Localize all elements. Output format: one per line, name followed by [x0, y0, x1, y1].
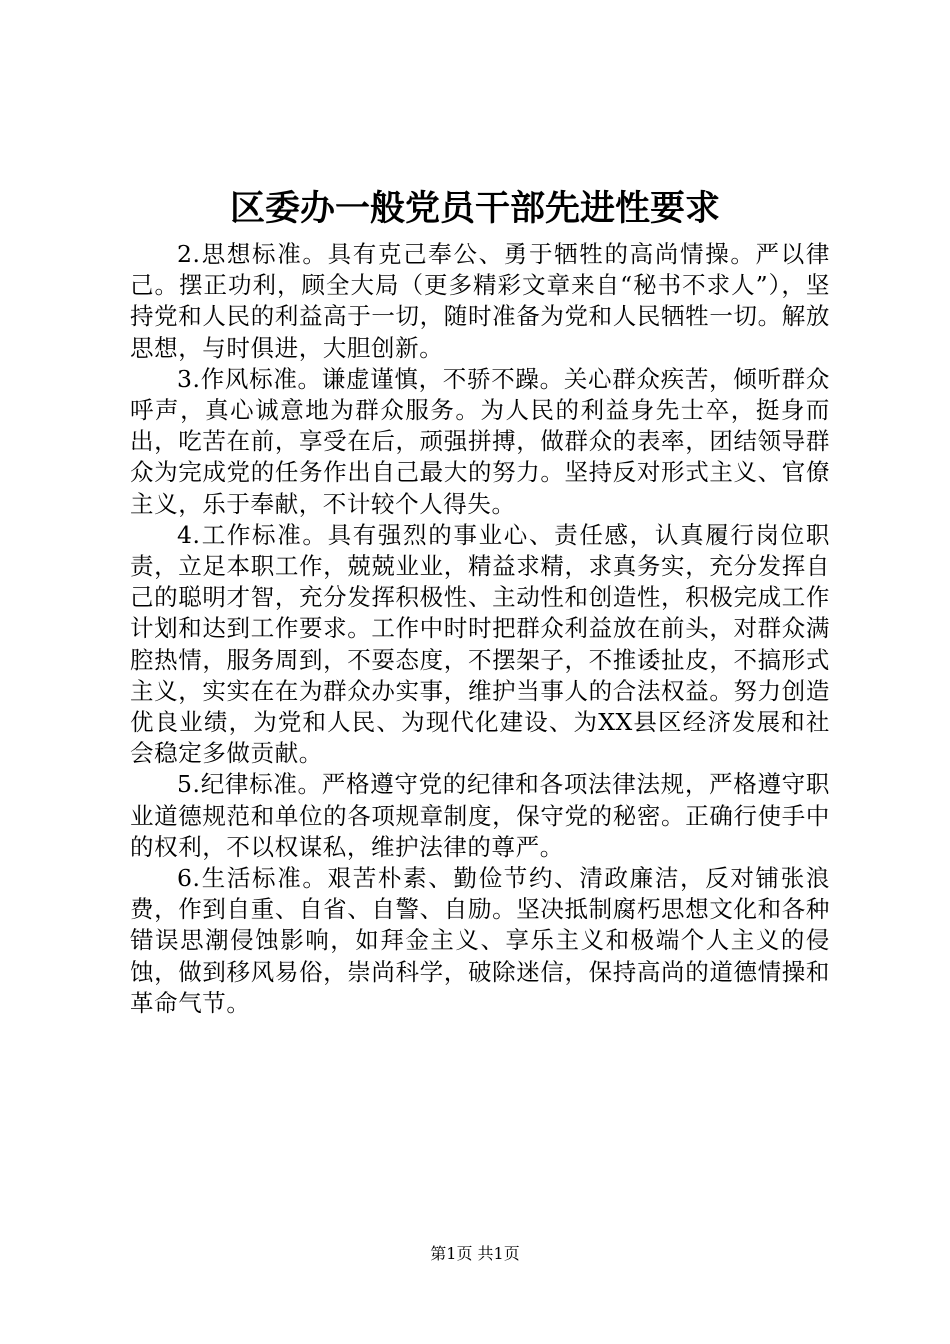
document-title: 区委办一般党员干部先进性要求 [229, 188, 720, 229]
page-number-footer: 第1页 共1页 [430, 1244, 520, 1263]
paragraph-work-standard: 4.工作标准。具有强烈的事业心、责任感，认真履行岗位职责，立足本职工作，兢兢业业，精益求精，求真务实，充分发挥自己的聪明才智，充分发挥积极性、主动性和创造性，积极完成工作计划和达到工作要求。工作中时时把群众利益放在前头，对群众满腔热情，服务周到，不耍态度，不摆架子，不推诿扯皮，不搞形式主义，实实在在为群众办实事，维护当事人的合法权益。努力创造优良业绩，为党和人民、为现代化建设、为XX县区经济发展和社会稳定多做贡献。 [130, 520, 830, 768]
paragraph-style-standard: 3.作风标准。谦虚谨慎，不骄不躁。关心群众疾苦，倾听群众呼声，真心诚意地为群众服务。为人民的利益身先士卒，挺身而出，吃苦在前，享受在后，顽强拼搏，做群众的表率，团结领导群众为完成党的任务作出自己最大的努力。坚持反对形式主义、官僚主义，乐于奉献，不计较个人得失。 [130, 364, 830, 518]
paragraph-thought-standard: 2.思想标准。具有克己奉公、勇于牺牲的高尚情操。严以律己。摆正功利，顾全大局（更多精彩文章来自“秘书不求人”），坚持党和人民的利益高于一切，随时准备为党和人民牺牲一切。解放思想，与时俱进，大胆创新。 [130, 240, 830, 362]
paragraph-life-standard: 6.生活标准。艰苦朴素、勤俭节约、清政廉洁，反对铺张浪费，作到自重、自省、自警、自励。坚决抵制腐朽思想文化和各种错误思潮侵蚀影响，如拜金主义、享乐主义和极端个人主义的侵蚀，做到移风易俗，崇尚科学，破除迷信，保持高尚的道德情操和革命气节。 [130, 864, 830, 1017]
paragraph-discipline-standard: 5.纪律标准。严格遵守党的纪律和各项法律法规，严格遵守职业道德规范和单位的各项规章制度，保守党的秘密。正确行使手中的权利，不以权谋私，维护法律的尊严。 [130, 770, 830, 861]
document-body [130, 239, 830, 1019]
